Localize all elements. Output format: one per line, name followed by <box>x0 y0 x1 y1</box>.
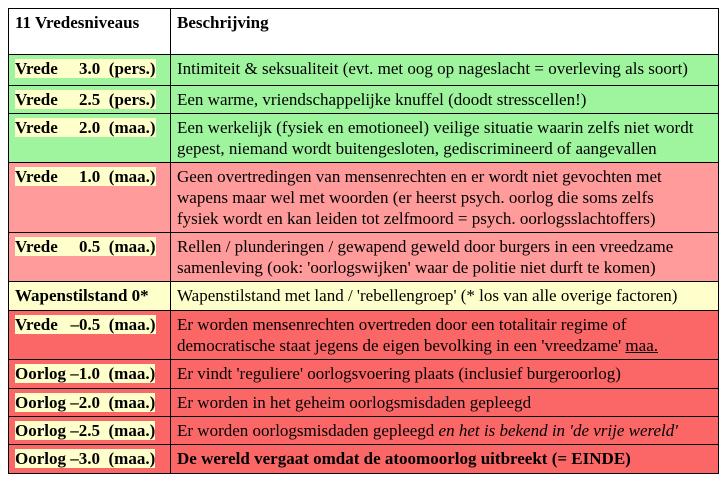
description-cell <box>171 360 719 389</box>
level-label: Wapenstilstand 0* <box>15 286 149 305</box>
row-vrede-2-0 <box>9 114 719 163</box>
level-cell <box>9 163 171 233</box>
level-cell <box>9 360 171 389</box>
description-line: wapens maar wel met woorden (er heerst psych. oorlog die soms zelfs <box>177 188 654 207</box>
description-line: Er vindt 'reguliere' oorlogsvoering plaats (inclusief burgeroorlog) <box>177 364 621 383</box>
description-text: Er worden oorlogsmisdaden gepleegd <box>177 421 439 440</box>
row-wapenstilstand-0 <box>9 282 719 311</box>
description-cell <box>171 389 719 417</box>
description-line: samenleving (ook: 'oorlogswijken' waar de politie niet durft te komen) <box>177 258 656 277</box>
row-oorlog-minus-3-0 <box>9 445 719 474</box>
italic-text: en het is bekend in 'de vrije wereld' <box>438 421 678 440</box>
description-text: democratische staat jegens de eigen bevolking in een 'vreedzame' <box>177 336 626 355</box>
description-line: Er worden in het geheim oorlogsmisdaden gepleegd <box>177 393 532 412</box>
row-oorlog-minus-1-0 <box>9 360 719 389</box>
description-cell <box>171 233 719 282</box>
level-cell <box>9 282 171 311</box>
description-line: Er worden mensenrechten overtreden door een totalitair regime of <box>177 315 627 334</box>
level-cell <box>9 417 171 445</box>
description-line: gepest, niemand wordt buitengesloten, gediscrimineerd of aangevallen <box>177 139 657 158</box>
row-vrede-0-5 <box>9 233 719 282</box>
description-cell <box>171 417 719 445</box>
description-cell <box>171 55 719 86</box>
level-label: Vrede –0.5 (maa.) <box>15 315 156 334</box>
level-label: Vrede 0.5 (maa.) <box>15 237 156 256</box>
description-cell <box>171 282 719 311</box>
row-vrede-1-0 <box>9 163 719 233</box>
level-label: Vrede 2.0 (maa.) <box>15 118 156 137</box>
description-line: fysiek wordt en kan leiden tot zelfmoord = psych. oorlogsslachtoffers) <box>177 209 656 228</box>
level-cell <box>9 311 171 360</box>
level-label: Oorlog –3.0 (maa.) <box>15 449 156 468</box>
description-line: De wereld vergaat omdat de atoomoorlog uitbreekt (= EINDE) <box>177 449 631 468</box>
description-cell <box>171 114 719 163</box>
description-line: Rellen / plunderingen / gewapend geweld door burgers in een vreedzame <box>177 237 674 256</box>
description-cell <box>171 86 719 114</box>
description-cell <box>171 445 719 474</box>
peace-levels-table <box>8 8 719 474</box>
description-line: Wapenstilstand met land / 'rebellengroep' (* los van alle overige factoren) <box>177 286 678 305</box>
level-cell <box>9 445 171 474</box>
row-vrede-3-0 <box>9 55 719 86</box>
level-label: Vrede 2.5 (pers.) <box>15 90 156 109</box>
column-header-description: Beschrijving <box>171 9 719 55</box>
row-vrede-2-5 <box>9 86 719 114</box>
level-label: Vrede 3.0 (pers.) <box>15 59 156 78</box>
level-label: Oorlog –2.5 (maa.) <box>15 421 156 440</box>
description-line <box>177 335 712 356</box>
description-line: Intimiteit & seksualiteit (evt. met oog op nageslacht = overleving als soort) <box>177 59 688 78</box>
column-header-level: 11 Vredesniveaus <box>9 9 171 55</box>
level-label: Vrede 1.0 (maa.) <box>15 167 156 186</box>
underlined-word: maa. <box>625 336 658 355</box>
level-cell <box>9 55 171 86</box>
level-label: Oorlog –2.0 (maa.) <box>15 393 156 412</box>
row-oorlog-minus-2-5 <box>9 417 719 445</box>
description-line: Een warme, vriendschappelijke knuffel (doodt stresscellen!) <box>177 90 587 109</box>
level-label: Oorlog –1.0 (maa.) <box>15 364 156 383</box>
description-cell <box>171 163 719 233</box>
description-line: Geen overtredingen van mensenrechten en er wordt niet gevochten met <box>177 167 662 186</box>
level-cell <box>9 389 171 417</box>
description-cell <box>171 311 719 360</box>
level-cell <box>9 86 171 114</box>
row-vrede-minus-0-5 <box>9 311 719 360</box>
level-cell <box>9 114 171 163</box>
level-cell <box>9 233 171 282</box>
header-row <box>9 9 719 55</box>
description-line: Een werkelijk (fysiek en emotioneel) veilige situatie waarin zelfs niet wordt <box>177 118 694 137</box>
row-oorlog-minus-2-0 <box>9 389 719 417</box>
description-line <box>177 420 712 441</box>
